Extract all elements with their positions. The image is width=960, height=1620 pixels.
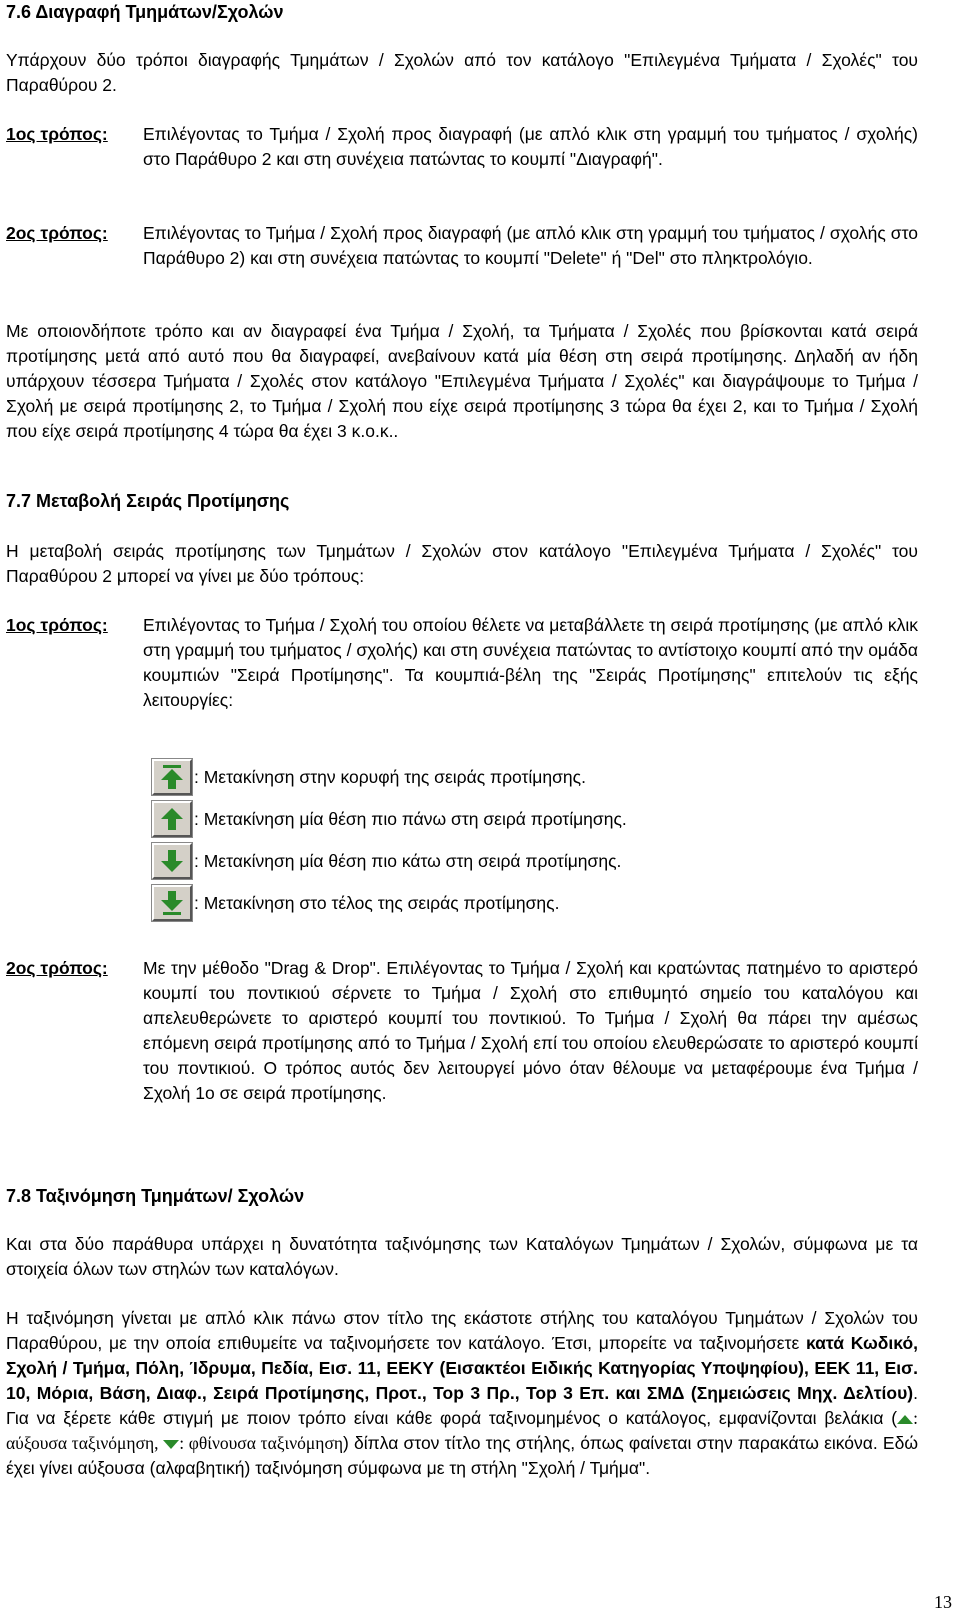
move-bottom-button[interactable] xyxy=(152,885,192,921)
method-label: 2ος τρόπος: xyxy=(6,958,108,978)
descending-note: : φθίνουσα ταξινόμηση xyxy=(179,1433,344,1453)
reorder-method-1 xyxy=(6,613,918,713)
move-top-arrow-icon xyxy=(157,763,187,791)
method-text: Επιλέγοντας το Τμήμα / Σχολή του οποίου θέλετε να μεταβάλλετε τη σειρά προτίμησης (με απλό κλικ στη γραμμή του τμήματος / σχολής) και στη συνέχεια πατώντας το αντίστοιχο κουμπί από την ομάδα κουμπιών "Σειρά Προτίμησης". Τα κουμπιά-βέλη της "Σειράς Προτίμησης" επιτελούν τις εξής λειτουργίες: xyxy=(143,615,918,710)
section-7-8-paragraph-1: Και στα δύο παράθυρα υπάρχει η δυνατότητα ταξινόμησης των Καταλόγων Τμημάτων / Σχολών, σύμφωνα με τα στοιχεία όλων των στηλών των καταλόγων. xyxy=(6,1234,918,1279)
descending-arrow-icon xyxy=(163,1440,179,1449)
page-number: 13 xyxy=(934,1592,952,1612)
deletion-method-1 xyxy=(6,122,918,172)
method-label: 1ος τρόπος: xyxy=(6,615,108,635)
move-top-row xyxy=(152,758,586,796)
section-7-7-intro: Η μεταβολή σειράς προτίμησης των Τμημάτων / Σχολών στον κατάλογο "Επιλεγμένα Τμήματα / Σχολές" του Παραθύρου 2 μπορεί να γίνει με δύο τρόπους: xyxy=(6,541,918,586)
reorder-method-2 xyxy=(6,956,918,1106)
move-up-row xyxy=(152,800,627,838)
ascending-arrow-icon xyxy=(897,1415,913,1424)
move-down-arrow-icon xyxy=(157,847,187,875)
move-up-button[interactable] xyxy=(152,801,192,837)
paragraph-text: Η ταξινόμηση γίνεται με απλό κλικ πάνω στον τίτλο της εκάστοτε στήλης του καταλόγου Τμημάτων / Σχολών του Παραθύρου, με την οποία επιθυμείτε να ταξινομήσετε τον κατάλογο. Έτσι, μπορείτε να ταξινομήσετε xyxy=(6,1308,918,1353)
move-top-button[interactable] xyxy=(152,759,192,795)
section-7-8-title: 7.8 Ταξινόμηση Τμημάτων/ Σχολών xyxy=(6,1186,305,1206)
move-bottom-arrow-icon xyxy=(157,889,187,917)
section-7-6-paragraph: Με οποιονδήποτε τρόπο και αν διαγραφεί ένα Τμήμα / Σχολή, τα Τμήματα / Σχολές που βρίσκονται κατά σειρά προτίμησης μετά από αυτό που θα διαγραφεί, ανεβαίνουν κατά μία θέση στη σειρά προτίμησης. Δηλαδή αν ήδη υπάρχουν τέσσερα Τμήματα / Σχολές στον κατάλογο "Επιλεγμένα Τμήματα / Σχολές" και διαγράψουμε το Τμήμα / Σχολή με σειρά προτίμησης 2, το Τμήμα / Σχολή που είχε σειρά προτίμησης 3 τώρα θα έχει 2, και το Τμήμα / Σχολή που είχε σειρά προτίμησης 4 τώρα θα έχει 3 κ.ο.κ.. xyxy=(6,321,918,441)
section-7-6-intro: Υπάρχουν δύο τρόποι διαγραφής Τμημάτων / Σχολών από τον κατάλογο "Επιλεγμένα Τμήματα / Σχολές" του Παραθύρου 2. xyxy=(6,50,918,95)
method-label: 2ος τρόπος: xyxy=(6,223,108,243)
sortable-columns-list: κατά Κωδικό, Σχολή / Τμήμα, Πόλη, Ίδρυμα, Πεδία, Εισ. 11, ΕΕΚΥ (Εισακτέοι Ειδικής Κατηγορίας Υποψηφίου), ΕΕΚ 11, Εισ. 10, Μόρια, Βάση, Διαφ., Σειρά Προτίμησης, Προτ., Top 3 Πρ., Top 3 Επ. και ΣΜΔ (Σημειώσεις Μηχ. Δελτίου) xyxy=(6,1333,918,1403)
section-7-8-paragraph-2 xyxy=(6,1306,918,1481)
ascending-note: : αύξουσα ταξινόμηση, xyxy=(6,1408,918,1453)
method-text: Επιλέγοντας το Τμήμα / Σχολή προς διαγραφή (με απλό κλικ στη γραμμή του τμήματος / σχολής στο Παράθυρο 2) και στη συνέχεια πατώντας το κουμπί "Delete" ή "Del" στο πληκτρολόγιο. xyxy=(143,223,918,268)
move-bottom-row xyxy=(152,884,559,922)
method-text: Επιλέγοντας το Τμήμα / Σχολή προς διαγραφή (με απλό κλικ στη γραμμή του τμήματος / σχολής) στο Παράθυρο 2 και στη συνέχεια πατώντας το κουμπί "Διαγραφή". xyxy=(143,124,918,169)
paragraph-text: . Για να ξέρετε κάθε στιγμή με ποιον τρόπο είναι κάθε φορά ταξινομημένος ο κατάλογος, εμφανίζονται βελάκια ( xyxy=(6,1383,918,1428)
move-down-description: : Μετακίνηση μία θέση πιο κάτω στη σειρά προτίμησης. xyxy=(194,850,622,871)
paragraph-text: ) δίπλα στον τίτλο της στήλης, όπως φαίνεται στην παρακάτω εικόνα. Εδώ έχει γίνει αύξουσα (αλφαβητική) ταξινόμηση σύμφωνα με τη στήλη "Σχολή / Τμήμα". xyxy=(6,1433,918,1478)
move-top-description: : Μετακίνηση στην κορυφή της σειράς προτίμησης. xyxy=(194,766,586,787)
move-bottom-description: : Μετακίνηση στο τέλος της σειράς προτίμησης. xyxy=(194,892,560,913)
method-label: 1ος τρόπος: xyxy=(6,124,108,144)
move-down-button[interactable] xyxy=(152,843,192,879)
section-7-7-title: 7.7 Μεταβολή Σειράς Προτίμησης xyxy=(6,491,290,511)
section-7-6-title: 7.6 Διαγραφή Τμημάτων/Σχολών xyxy=(6,2,284,22)
move-up-arrow-icon xyxy=(157,805,187,833)
move-down-row xyxy=(152,842,621,880)
move-up-description: : Μετακίνηση μία θέση πιο πάνω στη σειρά προτίμησης. xyxy=(194,808,627,829)
method-text: Με την μέθοδο "Drag & Drop". Επιλέγοντας το Τμήμα / Σχολή και κρατώντας πατημένο το αριστερό κουμπί του ποντικιού σέρνετε το Τμήμα / Σχολή στο επιθυμητό σημείο του καταλόγου και απελευθερώνετε το αριστερό κουμπί του ποντικιού. Το Τμήμα / Σχολή θα πάρει την αμέσως επόμενη σειρά προτίμησης από το Τμήμα / Σχολή επί του οποίου ελευθερώσατε το αριστερό κουμπί του ποντικιού. Ο τρόπος αυτός δεν λειτουργεί μόνο όταν θέλουμε να μεταφέρουμε ένα Τμήμα / Σχολή 1ο σε σειρά προτίμησης. xyxy=(143,958,918,1103)
deletion-method-2 xyxy=(6,221,918,271)
